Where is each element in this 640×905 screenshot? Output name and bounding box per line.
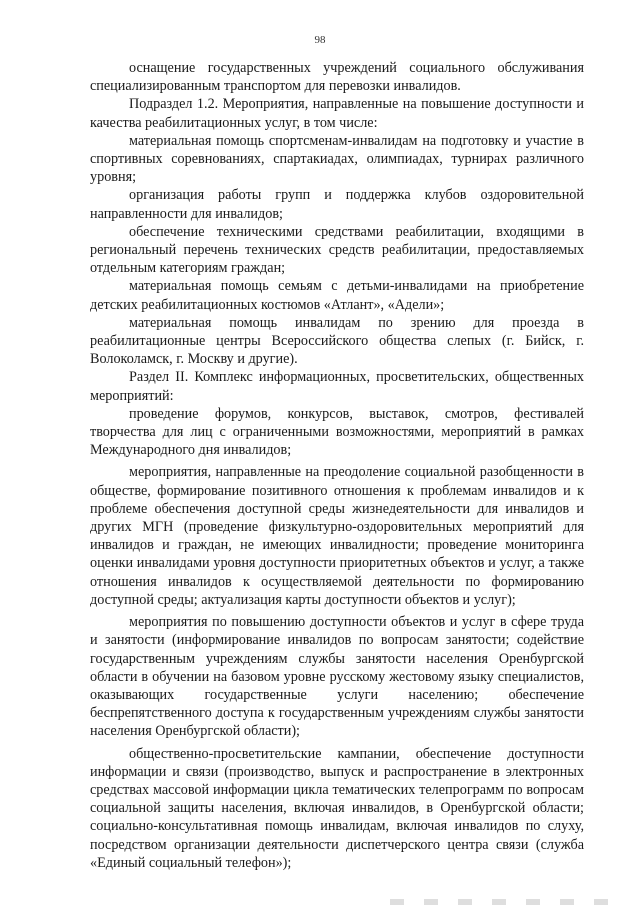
paragraph: Подраздел 1.2. Мероприятия, направленные на повышение доступности и качества реабилитационных услуг, в том числе:	[90, 96, 584, 131]
paragraph: Раздел II. Комплекс информационных, просветительских, общественных мероприятий:	[90, 369, 584, 404]
paragraph: материальная помощь спортсменам-инвалидам на подготовку и участие в спортивных соревнованиях, спартакиадах, олимпиадах, турнирах различного уровня;	[90, 132, 584, 186]
scan-artifact	[390, 899, 610, 905]
document-body	[90, 59, 584, 872]
paragraph: материальная помощь инвалидам по зрению для проезда в реабилитационные центры Всероссийского общества слепых (г. Бийск, г. Волоколамск, г. Москву и другие).	[90, 314, 584, 368]
paragraph: проведение форумов, конкурсов, выставок, смотров, фестивалей творчества для лиц с ограниченными возможностями, мероприятий в рамках Международного дня инвалидов;	[90, 405, 584, 459]
paragraph: мероприятия, направленные на преодоление социальной разобщенности в обществе, формирование позитивного отношения к проблемам инвалидов и к проблеме обеспечения доступной среды жизнедеятельности для инвалидов и других МГН (проведение физкультурно-оздоровительных мероприятий для инвалидов и граждан, не имеющих инвалидности; проведение мониторинга оценки инвалидами уровня доступности приоритетных объектов и услуг, а также отношения инвалидов к осуществляемой деятельности по формированию доступной среды; актуализация карты доступности объектов и услуг);	[90, 464, 584, 608]
paragraph: оснащение государственных учреждений социального обслуживания специализированным транспортом для перевозки инвалидов.	[90, 60, 584, 95]
paragraph: обеспечение техническими средствами реабилитации, входящими в региональный перечень технических средств реабилитации, предоставляемых отдельным категориям граждан;	[90, 223, 584, 277]
paragraph: материальная помощь семьям с детьми-инвалидами на приобретение детских реабилитационных костюмов «Атлант», «Адели»;	[90, 278, 584, 313]
paragraph: мероприятия по повышению доступности объектов и услуг в сфере труда и занятости (информирование инвалидов по вопросам занятости; содействие государственным учреждениям службы занятости населения Оренбургской области в обучении на базовом уровне русскому жестовому языку специалистов, оказывающих государственные услуги населению; обеспечение беспрепятственного доступа к государственным учреждениям службы занятости населения Оренбургской области);	[90, 614, 584, 740]
paragraph: организация работы групп и поддержка клубов оздоровительной направленности для инвалидов;	[90, 187, 584, 222]
paragraph: общественно-просветительские кампании, обеспечение доступности информации и связи (производство, выпуск и распространение в электронных средствах массовой информации цикла тематических телепрограмм по вопросам социальной защиты населения, включая инвалидов, в Оренбургской области; социально-консультативная помощь инвалидам, включая инвалидов по слуху, посредством организации деятельности диспетчерского центра связи (служба «Единый социальный телефон»);	[90, 745, 584, 871]
page-number: 98	[314, 34, 326, 46]
